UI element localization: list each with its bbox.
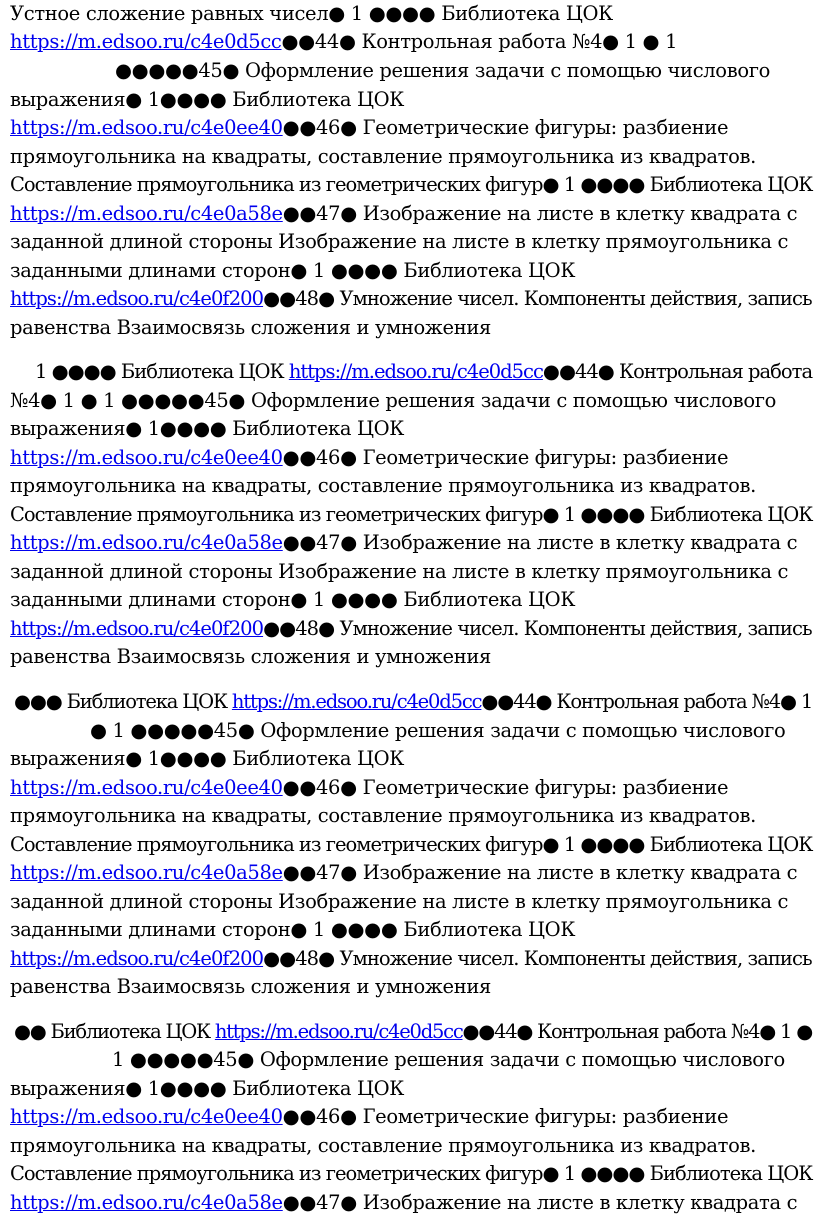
- text-line: [10, 472, 756, 500]
- text-line: [10, 86, 404, 114]
- edsoo-link[interactable]: https://m.edsoo.ru/c4e0ee40: [10, 116, 283, 139]
- edsoo-link[interactable]: https://m.edsoo.ru/c4e0a58e: [10, 202, 283, 225]
- text-line: [115, 57, 770, 85]
- text-segment: ●●48● Умножение чисел. Компоненты действия, запись: [263, 947, 812, 970]
- edsoo-link[interactable]: https://m.edsoo.ru/c4e0a58e: [10, 1191, 283, 1214]
- text-segment: ●●47● Изображение на листе в клетку квадрата с: [282, 531, 798, 554]
- edsoo-link[interactable]: https://m.edsoo.ru/c4e0d5cc: [214, 1020, 463, 1043]
- text-line: [10, 1075, 404, 1103]
- text-line: [10, 888, 788, 916]
- text-segment: ●● Библиотека ЦОК: [14, 1020, 215, 1043]
- text-line: [10, 558, 788, 586]
- text-line: [10, 200, 797, 228]
- text-segment: заданной длиной стороны Изображение на листе в клетку прямоугольника с: [10, 230, 789, 253]
- text-line: [10, 774, 728, 802]
- text-segment: выражения● 1●●●● Библиотека ЦОК: [10, 417, 405, 440]
- text-line: [10, 387, 776, 415]
- text-segment: выражения● 1●●●● Библиотека ЦОК: [10, 747, 405, 770]
- text-segment: заданными длинами сторон● 1 ●●●● Библиотека ЦОК: [10, 259, 576, 282]
- text-line: [10, 831, 812, 859]
- edsoo-link[interactable]: https://m.edsoo.ru/c4e0ee40: [10, 446, 283, 469]
- edsoo-link[interactable]: https://m.edsoo.ru/c4e0d5cc: [231, 690, 482, 713]
- text-line: [10, 257, 575, 285]
- edsoo-link[interactable]: https://m.edsoo.ru/c4e0d5cc: [10, 30, 282, 53]
- text-segment: прямоугольника на квадраты, составление прямоугольника из квадратов.: [10, 1134, 756, 1157]
- text-line: [10, 114, 728, 142]
- text-segment: прямоугольника на квадраты, составление прямоугольника из квадратов.: [10, 145, 756, 168]
- text-segment: ●●44● Контрольная работа: [542, 360, 813, 383]
- text-line: [10, 1189, 797, 1217]
- edsoo-link[interactable]: https://m.edsoo.ru/c4e0a58e: [10, 861, 283, 884]
- text-segment: заданными длинами сторон● 1 ●●●● Библиотека ЦОК: [10, 588, 576, 611]
- text-segment: равенства Взаимосвязь сложения и умножения: [10, 975, 491, 998]
- text-line: [10, 444, 728, 472]
- text-segment: №4● 1 ● 1 ●●●●●45● Оформление решения задачи с помощью числового: [10, 389, 776, 412]
- text-line: [10, 314, 491, 342]
- text-line: [112, 1046, 785, 1074]
- text-line: [10, 1132, 756, 1160]
- text-segment: ●●46● Геометрические фигуры: разбиение: [282, 776, 729, 799]
- text-line: [10, 501, 812, 529]
- text-segment: заданными длинами сторон● 1 ●●●● Библиотека ЦОК: [10, 918, 576, 941]
- text-line: [10, 973, 491, 1001]
- text-line: [10, 171, 812, 199]
- text-segment: ●●46● Геометрические фигуры: разбиение: [282, 116, 729, 139]
- text-line: [10, 1160, 812, 1188]
- edsoo-link[interactable]: https://m.edsoo.ru/c4e0a58e: [10, 531, 283, 554]
- text-line: [35, 358, 812, 386]
- text-line: [10, 1103, 728, 1131]
- text-segment: выражения● 1●●●● Библиотека ЦОК: [10, 88, 405, 111]
- text-line: [10, 615, 812, 643]
- text-segment: заданной длиной стороны Изображение на листе в клетку прямоугольника с: [10, 560, 789, 583]
- text-segment: ●●48● Умножение чисел. Компоненты действия, запись: [263, 287, 812, 310]
- text-segment: выражения● 1●●●● Библиотека ЦОК: [10, 1077, 405, 1100]
- text-segment: Составление прямоугольника из геометрических фигур● 1 ●●●● Библиотека ЦОК: [10, 1162, 813, 1185]
- text-line: [90, 717, 785, 745]
- text-segment: ●●47● Изображение на листе в клетку квадрата с: [282, 202, 798, 225]
- text-segment: Составление прямоугольника из геометрических фигур● 1 ●●●● Библиотека ЦОК: [10, 503, 813, 526]
- text-segment: ●●● Библиотека ЦОК: [14, 690, 232, 713]
- text-line: [10, 228, 788, 256]
- text-segment: 1 ●●●●●45● Оформление решения задачи с помощью числового: [112, 1048, 785, 1071]
- text-segment: ● 1 ●●●●●45● Оформление решения задачи с помощью числового: [90, 719, 786, 742]
- text-line: [10, 415, 404, 443]
- edsoo-link[interactable]: https://m.edsoo.ru/c4e0f200: [10, 287, 264, 310]
- text-segment: ●●47● Изображение на листе в клетку квадрата с: [282, 1191, 798, 1214]
- text-segment: 1 ●●●● Библиотека ЦОК: [35, 360, 289, 383]
- text-line: [10, 745, 404, 773]
- text-segment: ●●44● Контрольная работа №4● 1 ●: [462, 1020, 812, 1043]
- text-line: [14, 1018, 812, 1046]
- text-line: [10, 0, 613, 28]
- text-segment: равенства Взаимосвязь сложения и умножения: [10, 316, 491, 339]
- text-segment: Составление прямоугольника из геометрических фигур● 1 ●●●● Библиотека ЦОК: [10, 833, 813, 856]
- text-segment: равенства Взаимосвязь сложения и умножения: [10, 645, 491, 668]
- text-segment: прямоугольника на квадраты, составление прямоугольника из квадратов.: [10, 804, 756, 827]
- text-segment: ●●44● Контрольная работа №4● 1: [481, 690, 813, 713]
- text-segment: Устное сложение равных чисел● 1 ●●●● Библиотека ЦОК: [10, 2, 613, 25]
- text-line: [10, 285, 812, 313]
- text-line: [10, 643, 491, 671]
- text-line: [10, 529, 797, 557]
- edsoo-link[interactable]: https://m.edsoo.ru/c4e0ee40: [10, 776, 283, 799]
- text-segment: прямоугольника на квадраты, составление прямоугольника из квадратов.: [10, 474, 756, 497]
- text-line: [10, 916, 575, 944]
- text-line: [14, 688, 812, 716]
- edsoo-link[interactable]: https://m.edsoo.ru/c4e0f200: [10, 947, 264, 970]
- text-line: [10, 28, 677, 56]
- text-segment: ●●46● Геометрические фигуры: разбиение: [282, 446, 729, 469]
- edsoo-link[interactable]: https://m.edsoo.ru/c4e0f200: [10, 617, 264, 640]
- text-segment: заданной длиной стороны Изображение на листе в клетку прямоугольника с: [10, 890, 789, 913]
- text-line: [10, 802, 756, 830]
- text-line: [10, 143, 756, 171]
- text-segment: ●●44● Контрольная работа №4● 1 ● 1: [281, 30, 678, 53]
- edsoo-link[interactable]: https://m.edsoo.ru/c4e0ee40: [10, 1105, 283, 1128]
- text-segment: ●●47● Изображение на листе в клетку квадрата с: [282, 861, 798, 884]
- text-line: [10, 586, 575, 614]
- text-segment: ●●48● Умножение чисел. Компоненты действия, запись: [263, 617, 812, 640]
- text-segment: ●●46● Геометрические фигуры: разбиение: [282, 1105, 729, 1128]
- text-segment: Составление прямоугольника из геометрических фигур● 1 ●●●● Библиотека ЦОК: [10, 173, 813, 196]
- text-line: [10, 859, 797, 887]
- text-segment: ●●●●●45● Оформление решения задачи с помощью числового: [115, 59, 770, 82]
- edsoo-link[interactable]: https://m.edsoo.ru/c4e0d5cc: [288, 360, 543, 383]
- text-line: [10, 945, 812, 973]
